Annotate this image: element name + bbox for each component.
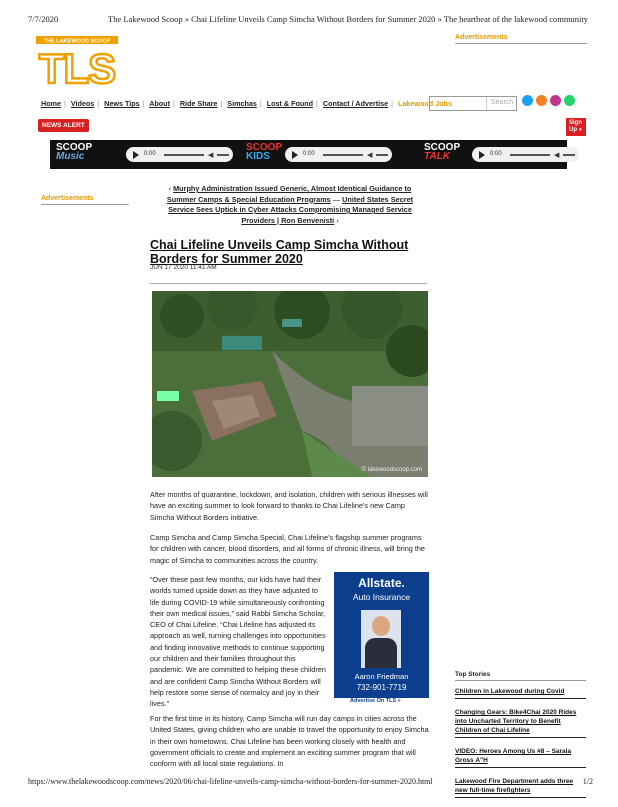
print-footer <box>28 777 593 786</box>
photo-credit: © lakewoodscoop.com <box>361 467 422 473</box>
page-number: 1/2 <box>582 777 593 786</box>
volume-slider[interactable] <box>217 154 229 156</box>
advertise-link[interactable]: Advertise On TLS » <box>350 698 401 704</box>
nav-lakewood-jobs[interactable]: Lakewood Jobs <box>398 99 452 108</box>
print-title: The Lakewood Scoop » Chai Lifeline Unveils Camp Simcha Without Borders for Summer 2020 » The heartbeat of the lakewood community <box>108 14 588 24</box>
top-story-link[interactable]: VIDEO: Heroes Among Us #8 – Sarala Gross A"H <box>455 747 586 768</box>
player-time: 0:00 <box>490 151 502 157</box>
top-stories-header: Top Stories <box>455 671 586 681</box>
prev-article-link[interactable]: Murphy Administration Issued Generic, Almost Identical Guidance to Summer Camps & Special Education Programs <box>166 184 412 204</box>
agent-photo <box>361 610 401 668</box>
podcast-icon[interactable] <box>536 95 547 106</box>
article-date: JUN 17 2020 11:41 AM <box>150 264 217 271</box>
paragraph-text: Camp Simcha and Camp Simcha Special, Chai Lifeline’s flagship summer programs for children with cancer, blood disorders, and all forms of chronic illness, will bring the magic of Simcha to communities across the country. <box>150 533 425 565</box>
player-brand-top: SCOOP <box>56 142 93 153</box>
nav-simchas[interactable]: Simchas <box>227 99 257 108</box>
logo-tagline: THE LAKEWOOD SCOOP <box>43 38 111 45</box>
play-icon[interactable] <box>292 151 298 159</box>
search-placeholder: Search <box>491 99 514 106</box>
top-story-link[interactable]: Changing Gears: Bike4Chai 2020 Rides into Uncharted Territory to Benefit Children of Chai Lifeline <box>455 708 586 738</box>
print-date: 7/7/2020 <box>28 14 59 24</box>
ad-product: Auto Insurance <box>352 592 411 602</box>
signup-button[interactable]: Sign Up » <box>566 118 586 136</box>
play-icon[interactable] <box>133 151 139 159</box>
audio-control[interactable] <box>285 147 392 162</box>
player-scoop-kids <box>242 140 402 169</box>
logo-text: TLS <box>38 45 116 86</box>
nav-ride-share[interactable]: Ride Share <box>179 99 218 108</box>
whatsapp-icon[interactable] <box>564 95 575 106</box>
nav-home[interactable]: Home <box>41 99 61 108</box>
article-paragraph-2 <box>150 532 430 566</box>
top-story-link[interactable]: Lakewood Fire Department adds three new full-time firefighters <box>455 777 586 798</box>
seek-bar[interactable] <box>164 154 204 156</box>
volume-icon[interactable]: ◀ <box>367 152 373 159</box>
top-story-link[interactable]: Children in Lakewood during Covid <box>455 687 586 699</box>
volume-icon[interactable]: ◀ <box>554 152 560 159</box>
ads-label-left: Advertisements <box>41 195 129 205</box>
player-brand-top: SCOOP <box>246 142 283 153</box>
prev-next-separator: — <box>332 194 341 204</box>
nav-contact-advertise[interactable]: Contact / Advertise <box>322 99 389 108</box>
top-stories <box>455 671 586 807</box>
prev-next-links: ‹ Murphy Administration Issued Generic, Almost Identical Guidance to Summer Camps & Special Education Programs — United States Secret Service Sees Uptick in Cyber Attacks Compromising Managed Service Providers | Ron Benvenisti › <box>166 184 414 225</box>
seek-bar[interactable] <box>323 154 363 156</box>
player-brand-bottom: TALK <box>424 151 450 162</box>
paragraph-text: “Over these past few months, our kids have had their worlds turned upside down as they have adjusted to life during COVID-19 while simultaneously confronting their own medical issues,” said Rabbi Simcha Scholar, CEO of Chai Lifeline. “Chai Lifeline has adjusted its approach as well, turning challenges into opportunities and finding innovative methods to continue supporting our children and their families throughout this pandemic. We are committed to helping these children and are confident Camp Simcha Without Borders will help restore some sense of normalcy and joy in their lives.” <box>150 575 326 709</box>
player-brand-top: SCOOP <box>424 142 461 153</box>
nav-about[interactable]: About <box>149 99 170 108</box>
nav-lost-found[interactable]: Lost & Found <box>266 99 314 108</box>
play-icon[interactable] <box>479 151 485 159</box>
ad-phone: 732-901-7719 <box>356 683 407 692</box>
news-alert-badge: NEWS ALERT <box>38 119 89 132</box>
next-article-link[interactable]: United States Secret Service Sees Uptick in Cyber Attacks Compromising Managed Service Providers | Ron Benvenisti <box>168 194 414 225</box>
allstate-ad[interactable] <box>334 572 429 698</box>
ad-brand: Allstate. <box>358 576 405 590</box>
ad-agent-name: Aaron Friedman <box>354 672 409 681</box>
nav-news-tips[interactable]: News Tips <box>104 99 140 108</box>
instagram-icon[interactable] <box>550 95 561 106</box>
audio-players <box>50 140 567 169</box>
player-brand-bottom: KIDS <box>246 151 270 162</box>
page-url: https://www.thelakewoodscoop.com/news/2020/06/chai-lifeline-unveils-camp-simcha-without-borders-for-summer-2020.html <box>28 777 433 786</box>
audio-control[interactable] <box>126 147 233 162</box>
search-bar[interactable] <box>429 96 517 111</box>
paragraph-text: For the first time in its history, Camp Simcha will run day camps in cities across the United States, giving children who are unable to travel the opportunity to enjoy Simcha in their own hometowns. Chai Lifeline has been working closely with health and government officials to create and implement an exciting summer program that will conform with all local state regulations. In <box>150 714 429 769</box>
nav-videos[interactable]: Videos <box>70 99 95 108</box>
article-photo <box>152 291 428 477</box>
article-paragraph-3 <box>150 574 328 710</box>
article-headline[interactable]: Chai Lifeline Unveils Camp Simcha Without Borders for Summer 2020 <box>150 238 409 266</box>
player-time: 0:00 <box>303 151 315 157</box>
player-scoop-music <box>54 140 214 169</box>
twitter-icon[interactable] <box>522 95 533 106</box>
paragraph-text: After months of quarantine, lockdown, and isolation, children with serious illnesses will have an exciting summer to look forward to thanks to Chai Lifeline’s new Camp Simcha Without Borders initiative. <box>150 490 428 522</box>
volume-icon[interactable]: ◀ <box>208 152 214 159</box>
volume-slider[interactable] <box>563 154 575 156</box>
player-time: 0:00 <box>144 151 156 157</box>
seek-bar[interactable] <box>510 154 550 156</box>
search-input[interactable] <box>430 97 487 110</box>
social-links <box>522 95 575 106</box>
main-nav: Home | Videos | News Tips | About | Ride Share | Simchas | Lost & Found | Contact / Advertise | Lakewood Jobs <box>41 99 452 108</box>
player-brand-bottom: Music <box>56 151 85 162</box>
volume-slider[interactable] <box>376 154 388 156</box>
article-paragraph-4 <box>150 713 430 769</box>
player-scoop-talk <box>408 140 564 169</box>
audio-control[interactable] <box>472 147 579 162</box>
site-logo[interactable] <box>36 36 118 86</box>
divider <box>150 283 427 284</box>
ads-label-top: Advertisements <box>455 34 587 44</box>
article-paragraph-1 <box>150 489 430 523</box>
print-header <box>28 14 593 24</box>
